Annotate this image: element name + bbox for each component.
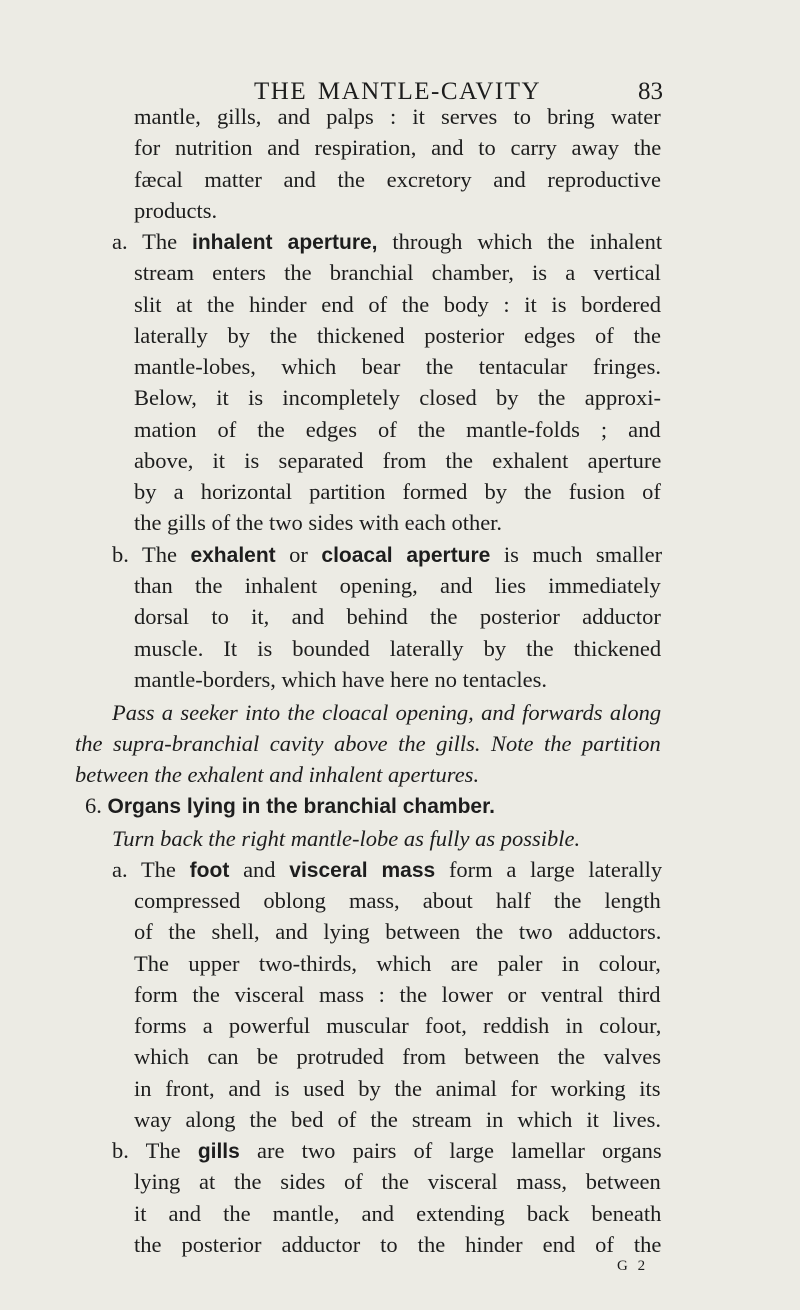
text-line: [134, 446, 661, 476]
bold-term: foot: [189, 859, 230, 882]
text-line: [134, 1199, 661, 1229]
text-line: [134, 352, 661, 382]
text-line: [134, 165, 661, 195]
text-line: [134, 477, 661, 507]
italic-instruction: between the exhalent and inhalent apertures.: [75, 762, 480, 787]
text-run: by a horizontal partition formed by the fusion of: [134, 479, 661, 504]
text-run: than the inhalent opening, and lies immediately: [134, 573, 661, 598]
text-run: is much smaller: [490, 542, 663, 567]
text-line: [112, 855, 662, 886]
text-line: [134, 258, 661, 288]
text-line: [134, 102, 661, 132]
text-line: [134, 1011, 661, 1041]
bold-term: inhalent aperture,: [192, 231, 378, 254]
text-run: dorsal to it, and behind the posterior adductor: [134, 604, 661, 629]
text-line: [134, 383, 661, 413]
text-run: it and the mantle, and extending back beneath: [134, 1201, 662, 1226]
text-line: [134, 949, 661, 979]
text-run: mantle, gills, and palps : it serves to bring water: [134, 104, 661, 129]
text-run: The upper two-thirds, which are paler in colour,: [134, 951, 661, 976]
text-line: [134, 508, 502, 538]
text-line: [134, 886, 661, 916]
text-run: form the visceral mass : the lower or ventral third: [134, 982, 661, 1007]
text-run: Below, it is incompletely closed by the approxi-: [134, 385, 661, 410]
text-line: [134, 634, 661, 664]
text-line: [134, 1167, 661, 1197]
bold-term: gills: [197, 1140, 240, 1163]
text-line: [112, 698, 661, 728]
text-run: b. The: [112, 542, 191, 567]
text-line: [134, 602, 661, 632]
text-run: way along the bed of the stream in which it lives.: [134, 1107, 662, 1132]
text-run: of the shell, and lying between the two adductors.: [134, 919, 662, 944]
running-head: THE MANTLE-CAVITY: [254, 78, 542, 105]
text-run: b. The: [112, 1138, 198, 1163]
text-line: [134, 980, 661, 1010]
text-line: [134, 1042, 661, 1072]
text-run: the posterior adductor to the hinder end of the: [134, 1232, 662, 1257]
signature-mark: G 2: [617, 1258, 649, 1274]
text-run: are two pairs of large lamellar organs: [239, 1138, 662, 1163]
text-line: [134, 133, 661, 163]
bold-term: Organs lying in the branchial chamber.: [107, 795, 495, 818]
text-run: mantle-borders, which have here no tentacles.: [134, 667, 547, 692]
text-run: which can be protruded from between the valves: [134, 1044, 661, 1069]
text-run: for nutrition and respiration, and to carry away the: [134, 135, 662, 160]
text-run: slit at the hinder end of the body : it is bordered: [134, 292, 662, 317]
text-line: [85, 791, 495, 822]
text-line: [75, 729, 661, 759]
text-run: products.: [134, 198, 218, 223]
text-line: [75, 760, 479, 790]
text-line: [134, 290, 661, 320]
text-line: [134, 1230, 661, 1260]
text-line: [134, 321, 661, 351]
text-run: form a large laterally: [435, 857, 663, 882]
text-run: or: [275, 542, 322, 567]
bold-term: visceral mass: [289, 859, 436, 882]
text-run: the gills of the two sides with each other.: [134, 510, 503, 535]
text-run: laterally by the thickened posterior edges of the: [134, 323, 661, 348]
text-run: lying at the sides of the visceral mass, between: [134, 1169, 661, 1194]
text-run: muscle. It is bounded laterally by the thickened: [134, 636, 662, 661]
text-run: 6.: [85, 793, 108, 818]
text-run: stream enters the branchial chamber, is a vertical: [134, 260, 661, 285]
text-line: [134, 1074, 661, 1104]
text-run: mantle-lobes, which bear the tentacular fringes.: [134, 354, 661, 379]
italic-instruction: Pass a seeker into the cloacal opening, and forwards along: [112, 700, 662, 725]
text-line: [134, 571, 661, 601]
text-line: [134, 665, 547, 695]
bold-term: exhalent: [190, 544, 276, 567]
text-run: forms a powerful muscular foot, reddish in colour,: [134, 1013, 662, 1038]
text-line: [134, 196, 217, 226]
text-run: fæcal matter and the excretory and reproductive: [134, 167, 662, 192]
text-run: in front, and is used by the animal for working its: [134, 1076, 661, 1101]
bold-term: cloacal aperture: [321, 544, 491, 567]
text-line: [112, 1136, 662, 1167]
text-run: above, it is separated from the exhalent aperture: [134, 448, 662, 473]
italic-instruction: the supra-branchial cavity above the gills. Note the partition: [75, 731, 661, 756]
text-line: [134, 415, 661, 445]
text-run: compressed oblong mass, about half the length: [134, 888, 661, 913]
text-line: [112, 540, 662, 571]
text-line: [134, 1105, 661, 1135]
text-run: and: [229, 857, 290, 882]
page-number: 83: [638, 78, 663, 105]
text-run: through which the inhalent: [377, 229, 663, 254]
text-line: [112, 824, 580, 854]
text-line: [134, 917, 661, 947]
text-line: [112, 227, 662, 258]
italic-instruction: Turn back the right mantle-lobe as fully as possible.: [112, 826, 581, 851]
text-run: a. The: [112, 857, 190, 882]
text-run: mation of the edges of the mantle-folds ; and: [134, 417, 661, 442]
text-run: a. The: [112, 229, 193, 254]
